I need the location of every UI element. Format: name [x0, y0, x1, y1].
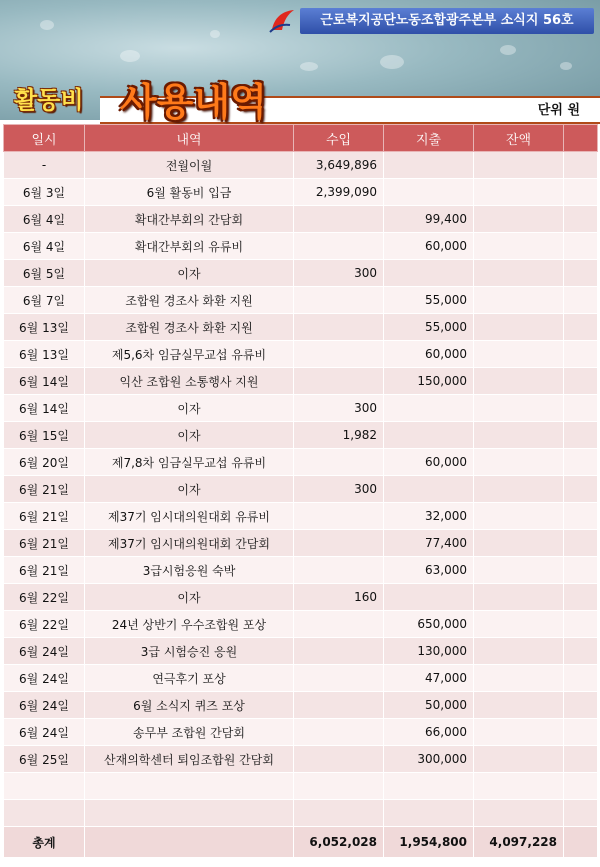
row-date — [4, 800, 85, 827]
row-expense — [384, 179, 474, 206]
row-balance — [474, 638, 564, 665]
row-date: 6월 24일 — [4, 665, 85, 692]
row-income — [294, 611, 384, 638]
table-row — [4, 476, 598, 503]
row-date: 6월 25일 — [4, 746, 85, 773]
row-expense — [384, 422, 474, 449]
row-expense: 55,000 — [384, 287, 474, 314]
row-description: 이자 — [85, 422, 294, 449]
row-expense: 99,400 — [384, 206, 474, 233]
row-balance — [474, 233, 564, 260]
table-row — [4, 665, 598, 692]
row-expense: 60,000 — [384, 449, 474, 476]
row-expense — [384, 476, 474, 503]
row-expense — [384, 260, 474, 287]
row-description: 이자 — [85, 260, 294, 287]
row-expense: 300,000 — [384, 746, 474, 773]
title-prefix: 활동비 — [14, 86, 84, 114]
row-date: 6월 21일 — [4, 530, 85, 557]
row-income — [294, 719, 384, 746]
row-date: 6월 21일 — [4, 557, 85, 584]
row-date: 6월 4일 — [4, 233, 85, 260]
row-description: 익산 조합원 소통행사 지원 — [85, 368, 294, 395]
table-row — [4, 692, 598, 719]
table-header-row — [4, 125, 598, 152]
table-row — [4, 314, 598, 341]
row-expense: 77,400 — [384, 530, 474, 557]
row-income — [294, 692, 384, 719]
row-description — [85, 773, 294, 800]
table-row — [4, 422, 598, 449]
table-row — [4, 719, 598, 746]
table-row — [4, 287, 598, 314]
row-income: 300 — [294, 395, 384, 422]
row-income: 300 — [294, 260, 384, 287]
row-income — [294, 341, 384, 368]
row-description: 6월 소식지 퀴즈 포상 — [85, 692, 294, 719]
row-income — [294, 503, 384, 530]
row-date: - — [4, 152, 85, 179]
row-balance — [474, 179, 564, 206]
row-description: 연극후기 포상 — [85, 665, 294, 692]
table-row — [4, 341, 598, 368]
row-date: 6월 24일 — [4, 692, 85, 719]
row-balance — [474, 206, 564, 233]
table-row — [4, 179, 598, 206]
unit-label: 단위 원 — [537, 103, 580, 118]
row-balance — [474, 557, 564, 584]
total-label: 총계 — [4, 827, 85, 858]
row-income: 2,399,090 — [294, 179, 384, 206]
row-income: 300 — [294, 476, 384, 503]
row-date: 6월 4일 — [4, 206, 85, 233]
row-date: 6월 24일 — [4, 719, 85, 746]
row-expense: 60,000 — [384, 233, 474, 260]
row-income — [294, 746, 384, 773]
row-date: 6월 13일 — [4, 341, 85, 368]
row-income: 3,649,896 — [294, 152, 384, 179]
table-row — [4, 206, 598, 233]
newsletter-banner: 근로복지공단노동조합광주본부 소식지 56호 — [300, 8, 594, 34]
total-income: 6,052,028 — [294, 827, 384, 858]
row-description: 조합원 경조사 화환 지원 — [85, 314, 294, 341]
row-expense — [384, 584, 474, 611]
row-description: 3급 시험승진 응원 — [85, 638, 294, 665]
row-expense: 32,000 — [384, 503, 474, 530]
table-row — [4, 449, 598, 476]
col-extra-header — [564, 125, 598, 152]
row-description — [85, 800, 294, 827]
row-date: 6월 21일 — [4, 503, 85, 530]
title-strip — [0, 86, 600, 120]
row-balance — [474, 449, 564, 476]
row-expense: 66,000 — [384, 719, 474, 746]
table-row — [4, 611, 598, 638]
row-date: 6월 15일 — [4, 422, 85, 449]
table-row — [4, 800, 598, 827]
row-description: 3급시험응원 숙박 — [85, 557, 294, 584]
row-balance — [474, 665, 564, 692]
row-income — [294, 665, 384, 692]
row-description: 이자 — [85, 395, 294, 422]
row-description: 이자 — [85, 584, 294, 611]
row-expense: 50,000 — [384, 692, 474, 719]
row-income — [294, 206, 384, 233]
row-income — [294, 449, 384, 476]
row-expense — [384, 152, 474, 179]
table-row — [4, 557, 598, 584]
row-balance — [474, 368, 564, 395]
row-income: 160 — [294, 584, 384, 611]
expense-table — [3, 124, 598, 858]
row-balance — [474, 719, 564, 746]
total-row — [4, 827, 598, 858]
row-description: 이자 — [85, 476, 294, 503]
row-description: 확대간부회의 간담회 — [85, 206, 294, 233]
col-desc-header: 내역 — [85, 125, 294, 152]
row-balance — [474, 152, 564, 179]
table-row — [4, 746, 598, 773]
row-date: 6월 13일 — [4, 314, 85, 341]
row-income — [294, 233, 384, 260]
row-income — [294, 530, 384, 557]
row-date: 6월 21일 — [4, 476, 85, 503]
total-expense: 1,954,800 — [384, 827, 474, 858]
col-expense-header: 지출 — [384, 125, 474, 152]
row-income: 1,982 — [294, 422, 384, 449]
row-description: 산재의학센터 퇴임조합원 간담회 — [85, 746, 294, 773]
row-date: 6월 7일 — [4, 287, 85, 314]
row-date: 6월 14일 — [4, 368, 85, 395]
row-description: 제7,8차 임금실무교섭 유류비 — [85, 449, 294, 476]
table-row — [4, 530, 598, 557]
row-date — [4, 773, 85, 800]
row-balance — [474, 611, 564, 638]
row-date: 6월 22일 — [4, 611, 85, 638]
row-expense: 60,000 — [384, 341, 474, 368]
row-income — [294, 368, 384, 395]
row-balance — [474, 800, 564, 827]
row-description: 확대간부회의 유류비 — [85, 233, 294, 260]
table-row — [4, 260, 598, 287]
row-income — [294, 314, 384, 341]
row-balance — [474, 422, 564, 449]
union-logo-icon — [268, 8, 296, 34]
row-description: 제5,6차 임금실무교섭 유류비 — [85, 341, 294, 368]
total-balance: 4,097,228 — [474, 827, 564, 858]
page-title: 사용내역 — [120, 80, 267, 124]
row-balance — [474, 287, 564, 314]
row-balance — [474, 395, 564, 422]
row-expense: 130,000 — [384, 638, 474, 665]
row-expense — [384, 800, 474, 827]
row-expense: 150,000 — [384, 368, 474, 395]
table-row — [4, 584, 598, 611]
row-date: 6월 20일 — [4, 449, 85, 476]
row-balance — [474, 746, 564, 773]
row-description: 송무부 조합원 간담회 — [85, 719, 294, 746]
row-expense — [384, 773, 474, 800]
row-description: 제37기 임시대의원대회 유류비 — [85, 503, 294, 530]
table-row — [4, 773, 598, 800]
row-expense: 63,000 — [384, 557, 474, 584]
row-expense: 47,000 — [384, 665, 474, 692]
row-expense — [384, 395, 474, 422]
row-expense: 55,000 — [384, 314, 474, 341]
row-expense: 650,000 — [384, 611, 474, 638]
row-description: 6월 활동비 입금 — [85, 179, 294, 206]
row-income — [294, 638, 384, 665]
row-balance — [474, 341, 564, 368]
row-date: 6월 22일 — [4, 584, 85, 611]
row-income — [294, 773, 384, 800]
row-description: 24년 상반기 우수조합원 포상 — [85, 611, 294, 638]
table-row — [4, 638, 598, 665]
row-balance — [474, 314, 564, 341]
row-balance — [474, 584, 564, 611]
row-balance — [474, 503, 564, 530]
row-balance — [474, 692, 564, 719]
row-balance — [474, 773, 564, 800]
row-description: 제37기 임시대의원대회 간담회 — [85, 530, 294, 557]
table-row — [4, 152, 598, 179]
table-row — [4, 395, 598, 422]
row-date: 6월 5일 — [4, 260, 85, 287]
row-description: 조합원 경조사 화환 지원 — [85, 287, 294, 314]
row-date: 6월 3일 — [4, 179, 85, 206]
col-income-header: 수입 — [294, 125, 384, 152]
row-date: 6월 14일 — [4, 395, 85, 422]
table-row — [4, 368, 598, 395]
table-row — [4, 233, 598, 260]
row-balance — [474, 476, 564, 503]
table-row — [4, 503, 598, 530]
row-income — [294, 287, 384, 314]
row-income — [294, 557, 384, 584]
row-balance — [474, 530, 564, 557]
row-date: 6월 24일 — [4, 638, 85, 665]
col-balance-header: 잔액 — [474, 125, 564, 152]
col-date-header: 일시 — [4, 125, 85, 152]
row-balance — [474, 260, 564, 287]
row-description: 전월이월 — [85, 152, 294, 179]
row-income — [294, 800, 384, 827]
